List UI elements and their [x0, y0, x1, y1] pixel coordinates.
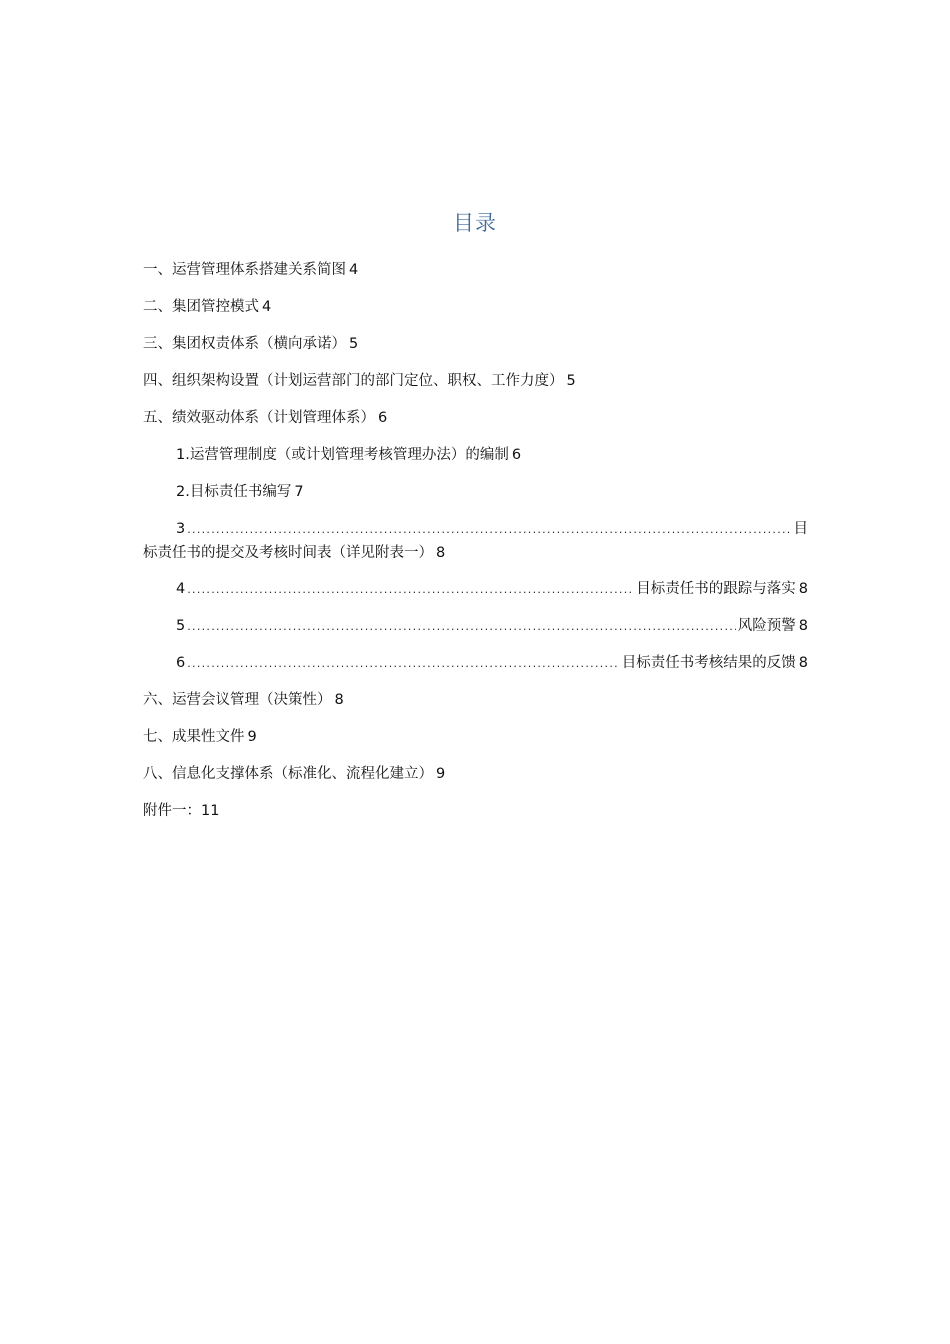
toc-subentry[interactable]	[176, 482, 304, 502]
toc-entry[interactable]	[143, 371, 576, 391]
toc-subentry[interactable]	[176, 445, 521, 465]
dot-leader	[187, 520, 791, 540]
toc-entry-page: 8	[798, 655, 808, 671]
toc-entry-page: 4	[349, 262, 359, 278]
toc-entry-text: 五、绩效驱动体系（计划管理体系）	[143, 410, 375, 426]
toc-entry-continuation[interactable]	[143, 543, 445, 563]
toc-entry[interactable]	[143, 764, 445, 784]
toc-entry-page: 4	[262, 299, 272, 315]
dot-leader	[187, 654, 620, 674]
toc-entry-text: 六、运营会议管理（决策性）	[143, 692, 332, 708]
toc-entry-page: 8	[436, 545, 446, 561]
toc-subentry[interactable]	[176, 579, 808, 600]
toc-subentry[interactable]	[176, 653, 808, 674]
toc-entry-page: 7	[294, 484, 304, 500]
toc-entry-page: 8	[334, 692, 344, 708]
toc-entry-text: 目	[793, 521, 808, 537]
toc-entry-number: 4	[176, 581, 186, 597]
toc-entry-page: 6	[378, 410, 388, 426]
toc-entry-page: 8	[798, 581, 808, 597]
toc-entry-text: 目标责任书考核结果的反馈	[621, 655, 796, 671]
toc-entry-number: 3	[176, 521, 186, 537]
toc-entry-text: 目标责任书的跟踪与落实	[636, 581, 796, 597]
dot-leader	[187, 580, 634, 600]
toc-entry-number: 5	[176, 618, 186, 634]
toc-entry-text: 一、运营管理体系搭建关系简图	[143, 262, 346, 278]
toc-subentry[interactable]	[176, 616, 808, 637]
toc-entry-page: 9	[247, 729, 257, 745]
toc-entry[interactable]	[143, 408, 387, 428]
toc-entry-text: 标责任书的提交及考核时间表（详见附表一）	[143, 545, 433, 561]
toc-entry-text: 七、成果性文件	[143, 729, 245, 745]
toc-entry-text: 附件一：	[143, 803, 201, 819]
toc-entry-text: 风险预警	[737, 618, 796, 634]
toc-entry[interactable]	[143, 690, 344, 710]
dot-leader	[187, 617, 736, 637]
toc-entry-text: 2.目标责任书编写	[176, 484, 292, 500]
toc-entry-text: 二、集团管控模式	[143, 299, 259, 315]
toc-entry[interactable]	[143, 334, 358, 354]
toc-entry-page: 6	[511, 447, 522, 463]
toc-entry-page: 5	[566, 373, 576, 389]
toc-entry-page: 8	[798, 618, 808, 634]
toc-entry[interactable]	[143, 801, 219, 821]
toc-entry-text: 三、集团权责体系（横向承诺）	[143, 336, 346, 352]
toc-title: 目录	[453, 211, 497, 235]
toc-entry-text: 四、组织架构设置（计划运营部门的部门定位、职权、工作力度）	[143, 373, 564, 389]
toc-entry[interactable]	[143, 260, 358, 280]
toc-entry[interactable]	[143, 727, 257, 747]
toc-entry-text: 八、信息化支撑体系（标准化、流程化建立）	[143, 766, 433, 782]
toc-entry-page: 9	[436, 766, 446, 782]
toc-entry[interactable]	[143, 297, 271, 317]
toc-subentry[interactable]	[176, 519, 808, 540]
toc-entry-text: 1.运营管理制度（或计划管理考核管理办法）的编制	[176, 447, 509, 463]
toc-entry-page: 11	[201, 803, 220, 819]
toc-entry-number: 6	[176, 655, 186, 671]
toc-entry-page: 5	[349, 336, 359, 352]
